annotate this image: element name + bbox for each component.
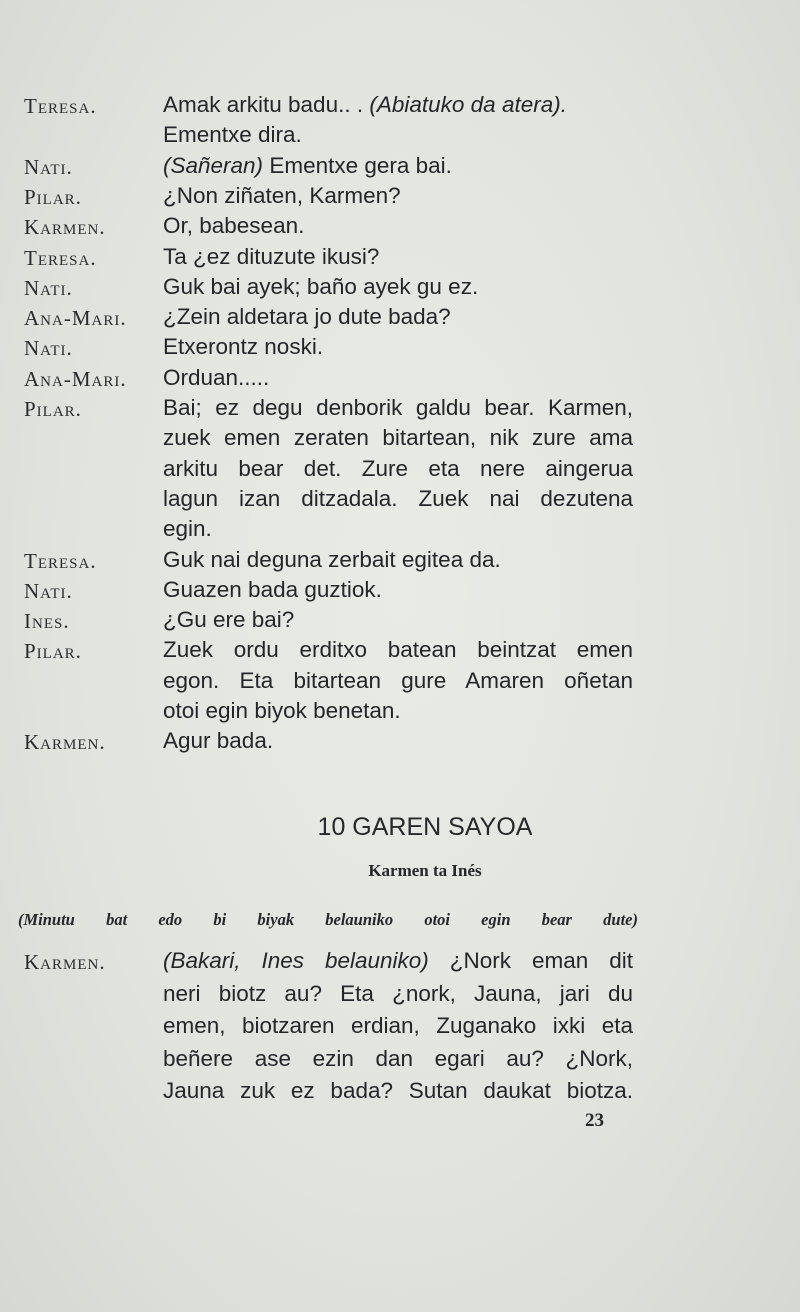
dialogue-text [163, 244, 379, 270]
dialogue-line [0, 244, 800, 274]
speech-text: Bai; ez degu denborik galdu bear. Karmen, [163, 395, 633, 420]
speech-text: arkitu bear det. Zure eta nere aingerua [163, 455, 633, 481]
stage-direction-inline: (Sañeran) [163, 152, 264, 178]
dialogue-line [0, 637, 800, 667]
dialogue-text [163, 365, 269, 391]
speaker-name: Ana-Mari. [24, 366, 127, 391]
dialogue-line [0, 274, 800, 304]
speaker-name: Nati. [24, 275, 73, 300]
dialogue-text [163, 425, 633, 451]
speaker-name: Nati. [24, 154, 73, 179]
speech-text: Etxerontz noski. [163, 334, 324, 360]
dialogue-line [0, 183, 800, 213]
speaker-name: Pilar. [24, 184, 82, 209]
dialogue-text [163, 1078, 633, 1104]
speech-text: Or, babesean. [163, 213, 305, 239]
section-heading: 10 GAREN SAYOA [317, 813, 533, 841]
dialogue-text [163, 948, 633, 974]
dialogue-line [0, 698, 800, 728]
dialogue-text [163, 213, 304, 239]
dialogue-line [0, 153, 800, 183]
dialogue-text [163, 274, 478, 300]
dialogue-text [163, 92, 567, 118]
dialogue-text [163, 304, 451, 330]
speech-text: Ementxe dira. [163, 122, 302, 148]
dialogue-text [163, 516, 212, 542]
speech-text: egon. Eta bitartean gure Amaren oñetan [163, 667, 633, 693]
speaker-name: Ines. [24, 609, 70, 634]
speech-text: ¿Zein aldetara jo dute bada? [163, 304, 451, 330]
section-subheading: Karmen ta Inés [368, 861, 482, 880]
dialogue-line [0, 213, 800, 243]
speech-text: Guk nai deguna zerbait egitea da. [163, 546, 501, 572]
dialogue-text [163, 547, 501, 573]
dialogue-line [0, 948, 800, 978]
dialogue-text [163, 577, 382, 603]
speech-text: Amak arkitu badu.. . [163, 92, 370, 117]
dialogue-line [0, 981, 800, 1011]
speaker-name: Nati. [24, 578, 73, 603]
dialogue-line [0, 1013, 800, 1043]
speaker-name: Karmen. [24, 730, 106, 755]
dialogue-line [0, 365, 800, 395]
speaker-name: Pilar. [24, 397, 82, 421]
dialogue-line [0, 304, 800, 334]
speech-text: Zuek ordu erditxo batean beintzat emen [163, 637, 633, 663]
dialogue-line [0, 577, 800, 607]
speech-text: neri biotz au? Eta ¿nork, Jauna, jari du [163, 980, 633, 1006]
speaker-name: Karmen. [24, 950, 106, 974]
speech-text: Ementxe gera bai. [263, 152, 452, 178]
stage-direction-inline: (Abiatuko da atera). [369, 92, 567, 117]
dialogue-line [0, 728, 800, 758]
page-number: 23 [585, 1110, 604, 1131]
dialogue-text [163, 698, 401, 724]
speaker-name: Nati. [24, 336, 73, 361]
dialogue-line [0, 516, 800, 546]
speaker-name: Ana-Mari. [24, 306, 127, 331]
speaker-name: Teresa. [24, 94, 97, 118]
speech-text: ¿Non ziñaten, Karmen? [163, 182, 401, 208]
dialogue-text [163, 486, 633, 512]
speech-text: emen, biotzaren erdian, Zuganako ixki eta [163, 1013, 633, 1038]
speech-text: Guazen bada guztiok. [163, 576, 382, 602]
dialogue-line [0, 668, 800, 698]
dialogue-text [163, 981, 633, 1007]
dialogue-line [0, 334, 800, 364]
speaker-name: Teresa. [24, 245, 97, 270]
speech-text: Agur bada. [163, 728, 274, 754]
speaker-name: Karmen. [24, 215, 106, 240]
dialogue-text [163, 395, 633, 421]
dialogue-text [163, 1046, 633, 1072]
speech-text: otoi egin biyok benetan. [163, 698, 401, 723]
stage-direction: (Minutu bat edo bi biyak belauniko otoi egin bear dute) [18, 910, 638, 929]
dialogue-text [163, 668, 633, 694]
dialogue-text [163, 334, 323, 360]
speech-text: Orduan..... [163, 364, 270, 390]
speech-text: Guk bai ayek; baño ayek gu ez. [163, 273, 479, 299]
speech-text: egin. [163, 516, 212, 542]
speech-text: lagun izan ditzadala. Zuek nai dezutena [163, 485, 633, 511]
dialogue-line [0, 547, 800, 577]
dialogue-text [163, 637, 633, 663]
dialogue-line [0, 425, 800, 455]
speaker-name: Pilar. [24, 639, 82, 664]
speaker-name: Teresa. [24, 548, 97, 573]
dialogue-text [163, 728, 273, 754]
speech-text: Jauna zuk ez bada? Sutan daukat biotza. [163, 1078, 633, 1103]
speech-text: beñere ase ezin dan egari au? ¿Nork, [163, 1045, 633, 1071]
speech-text: Ta ¿ez dituzute ikusi? [163, 243, 380, 269]
dialogue-line [0, 92, 800, 122]
dialogue-line [0, 1046, 800, 1076]
dialogue-text [163, 456, 633, 482]
dialogue-text [163, 153, 452, 179]
dialogue-text [163, 122, 302, 148]
dialogue-line [0, 395, 800, 425]
dialogue-line [0, 456, 800, 486]
dialogue-line [0, 1078, 800, 1108]
dialogue-text [163, 1013, 633, 1039]
stage-direction-inline: (Bakari, Ines belauniko) [163, 948, 429, 973]
speech-text: ¿Gu ere bai? [163, 607, 295, 633]
dialogue-line [0, 607, 800, 637]
speech-text: ¿Nork eman dit [428, 948, 633, 973]
dialogue-line [0, 122, 800, 152]
speech-text: zuek emen zeraten bitartean, nik zure ama [163, 425, 633, 451]
dialogue-text [163, 607, 294, 633]
dialogue-line [0, 486, 800, 516]
dialogue-text [163, 183, 401, 209]
